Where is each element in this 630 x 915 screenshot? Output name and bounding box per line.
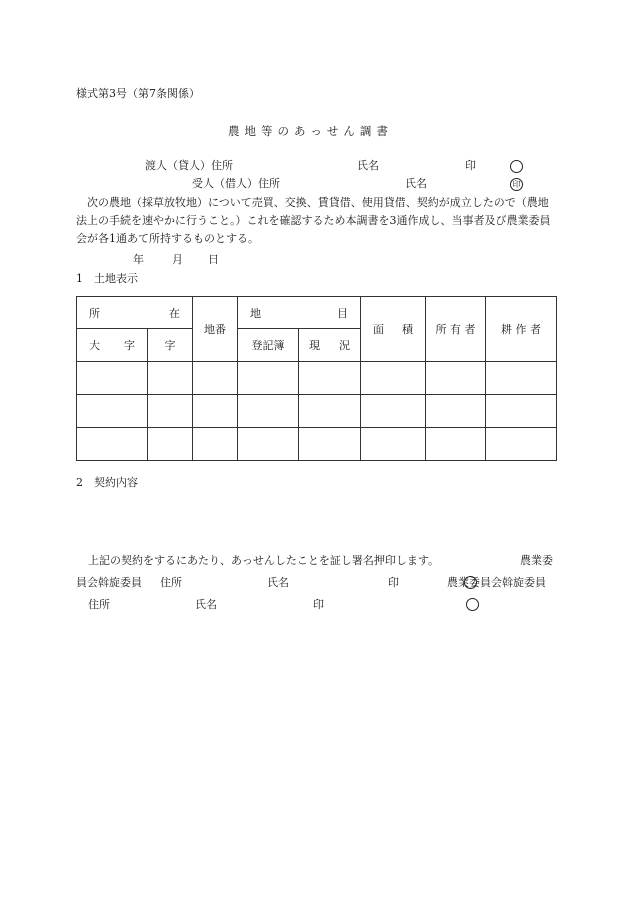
form-number: 様式第3号（第7条関係）: [76, 87, 200, 100]
aza-header: 字: [148, 329, 193, 362]
transferee-name-label: 氏名: [405, 177, 427, 190]
seal-circle-icon: [466, 598, 479, 611]
table-row: [77, 428, 557, 461]
mediator-address-label: 住所: [160, 576, 182, 589]
actual-header: 現 況: [299, 329, 361, 362]
second-address-label: 住所: [88, 598, 110, 611]
date-month: 月: [172, 253, 183, 266]
mediator-name-label: 氏名: [267, 576, 289, 589]
certification-tail: 農業委: [520, 554, 553, 567]
date-day: 日: [208, 253, 219, 266]
second-name-label: 氏名: [195, 598, 217, 611]
body-text: 次の農地（採草放牧地）について売買、交換、賃貸借、使用貸借、契約が成立したので（農地法上の手続を速やかに行うこと。）これを確認するため本調書を3通作成し、当事者及び農業委員会が各1通あて所持するものとする。: [76, 196, 551, 245]
seal-circle-icon: [464, 576, 477, 589]
transferee-address-label: 受人（借人）住所: [192, 177, 280, 190]
category-header: 地 目: [238, 297, 361, 329]
seal-circle-icon: [510, 160, 523, 173]
cultivator-header: 耕 作 者: [486, 297, 557, 362]
location-header: 所 在: [77, 297, 193, 329]
area-header: 面 積: [361, 297, 426, 362]
table-row: [77, 362, 557, 395]
seal-mark-icon: 印: [510, 178, 523, 191]
registry-header: 登記簿: [238, 329, 299, 362]
section2-heading: 2 契約内容: [76, 476, 138, 489]
mediator-seal-label: 印: [388, 576, 399, 589]
certification-text: 上記の契約をするにあたり、あっせんしたことを証し署名押印します。: [88, 554, 440, 567]
transferor-name-label: 氏名: [357, 159, 379, 172]
transferor-seal-label: 印: [465, 159, 476, 172]
transferor-address-label: 渡人（貸人）住所: [145, 159, 233, 172]
table-row: [77, 395, 557, 428]
owner-header: 所 有 者: [426, 297, 486, 362]
document-title: 農地等のあっせん調書: [228, 124, 393, 138]
oaza-header: 大 字: [77, 329, 148, 362]
mediator-title: 員会斡旋委員: [76, 576, 142, 589]
lot-header: 地番: [193, 297, 238, 362]
land-table: [76, 296, 557, 461]
date-year: 年: [133, 253, 144, 266]
second-seal-label: 印: [313, 598, 324, 611]
section1-heading: 1 土地表示: [76, 272, 138, 285]
second-mediator-title: 農業委員会斡旋委員: [447, 576, 546, 589]
